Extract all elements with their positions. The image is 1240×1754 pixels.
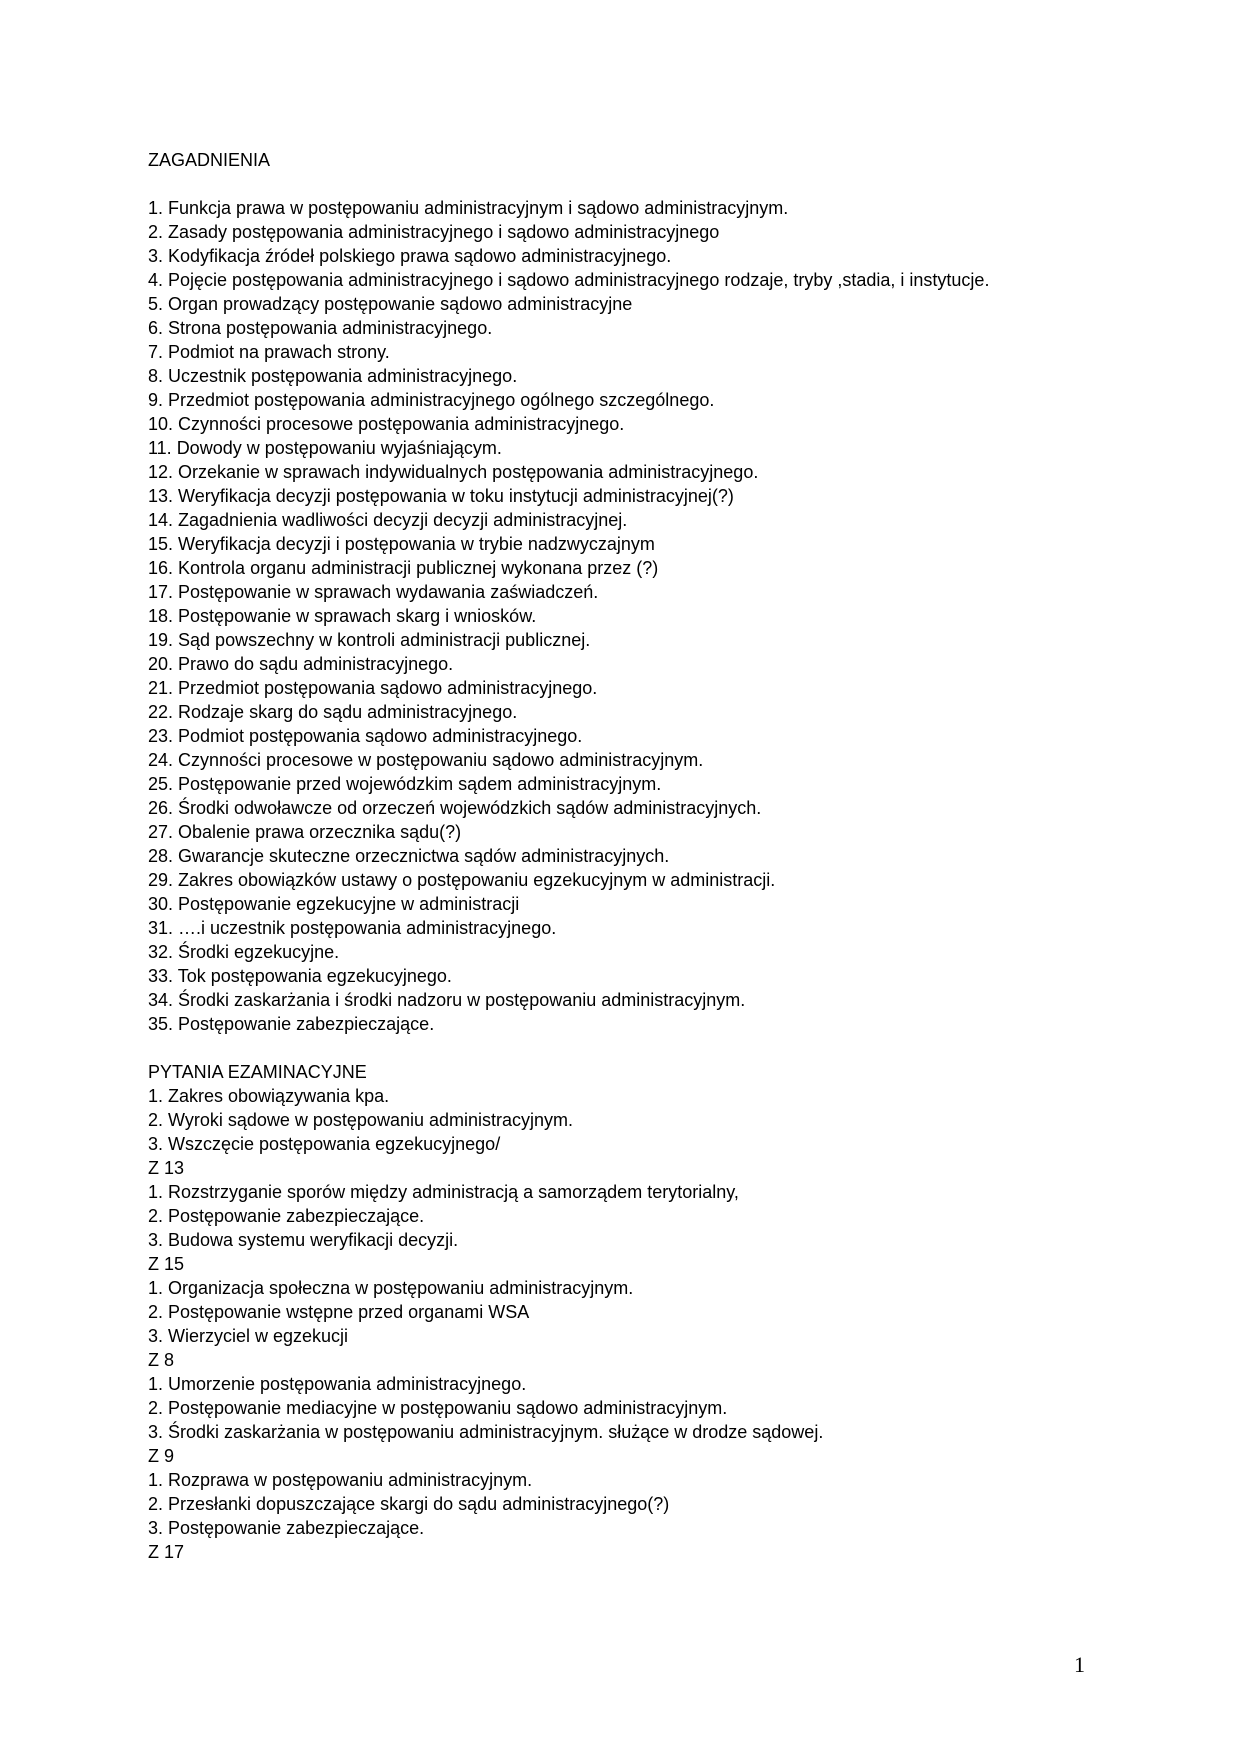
exam-group-label: Z 13 bbox=[148, 1158, 185, 1178]
spacer bbox=[148, 172, 1048, 196]
topic-item: 12. Orzekanie w sprawach indywidualnych postępowania administracyjnego. bbox=[148, 462, 759, 482]
topic-item: 13. Weryfikacja decyzji postępowania w toku instytucji administracyjnej(?) bbox=[148, 486, 734, 506]
topic-item: 9. Przedmiot postępowania administracyjnego ogólnego szczególnego. bbox=[148, 390, 715, 410]
exam-line: 1. Organizacja społeczna w postępowaniu administracyjnym. bbox=[148, 1278, 634, 1298]
exam-line: 1. Zakres obowiązywania kpa. bbox=[148, 1086, 390, 1106]
exam-line: 2. Przesłanki dopuszczające skargi do sądu administracyjnego(?) bbox=[148, 1494, 670, 1514]
topic-item: 30. Postępowanie egzekucyjne w administracji bbox=[148, 894, 520, 914]
topic-item: 16. Kontrola organu administracji publicznej wykonana przez (?) bbox=[148, 558, 659, 578]
topic-item: 26. Środki odwoławcze od orzeczeń wojewódzkich sądów administracyjnych. bbox=[148, 798, 762, 818]
exam-line: 3. Budowa systemu weryfikacji decyzji. bbox=[148, 1230, 459, 1250]
section-heading-pytania: PYTANIA EZAMINACYJNE bbox=[148, 1062, 367, 1082]
topic-item: 1. Funkcja prawa w postępowaniu administracyjnym i sądowo administracyjnym. bbox=[148, 198, 789, 218]
exam-questions-list bbox=[148, 1084, 1048, 1564]
exam-line: 3. Wierzyciel w egzekucji bbox=[148, 1326, 349, 1346]
exam-line: 2. Postępowanie wstępne przed organami WSA bbox=[148, 1302, 530, 1322]
topic-item: 14. Zagadnienia wadliwości decyzji decyzji administracyjnej. bbox=[148, 510, 628, 530]
topic-item: 3. Kodyfikacja źródeł polskiego prawa sądowo administracyjnego. bbox=[148, 246, 672, 266]
topic-item: 24. Czynności procesowe w postępowaniu sądowo administracyjnym. bbox=[148, 750, 704, 770]
topic-item: 29. Zakres obowiązków ustawy o postępowaniu egzekucyjnym w administracji. bbox=[148, 870, 776, 890]
topic-item: 31. ….i uczestnik postępowania administracyjnego. bbox=[148, 918, 557, 938]
exam-group-label: Z 15 bbox=[148, 1254, 185, 1274]
topic-item: 22. Rodzaje skarg do sądu administracyjnego. bbox=[148, 702, 518, 722]
exam-group-label: Z 9 bbox=[148, 1446, 175, 1466]
topic-item: 6. Strona postępowania administracyjnego. bbox=[148, 318, 493, 338]
section-heading-zagadnienia: ZAGADNIENIA bbox=[148, 150, 271, 170]
topic-item: 35. Postępowanie zabezpieczające. bbox=[148, 1014, 435, 1034]
exam-line: 3. Postępowanie zabezpieczające. bbox=[148, 1518, 425, 1538]
topic-item: 33. Tok postępowania egzekucyjnego. bbox=[148, 966, 452, 986]
exam-line: 2. Postępowanie mediacyjne w postępowaniu sądowo administracyjnym. bbox=[148, 1398, 728, 1418]
topic-item: 10. Czynności procesowe postępowania administracyjnego. bbox=[148, 414, 625, 434]
topic-item: 8. Uczestnik postępowania administracyjnego. bbox=[148, 366, 518, 386]
topic-item: 2. Zasady postępowania administracyjnego i sądowo administracyjnego bbox=[148, 222, 720, 242]
document-body bbox=[148, 148, 1048, 1564]
topic-item: 20. Prawo do sądu administracyjnego. bbox=[148, 654, 454, 674]
topic-item: 27. Obalenie prawa orzecznika sądu(?) bbox=[148, 822, 462, 842]
exam-line: 1. Umorzenie postępowania administracyjnego. bbox=[148, 1374, 527, 1394]
exam-line: 2. Postępowanie zabezpieczające. bbox=[148, 1206, 425, 1226]
exam-line: 3. Wszczęcie postępowania egzekucyjnego/ bbox=[148, 1134, 501, 1154]
topic-item: 34. Środki zaskarżania i środki nadzoru w postępowaniu administracyjnym. bbox=[148, 990, 746, 1010]
topic-item: 18. Postępowanie w sprawach skarg i wniosków. bbox=[148, 606, 537, 626]
exam-group-label: Z 8 bbox=[148, 1350, 175, 1370]
exam-line: 3. Środki zaskarżania w postępowaniu administracyjnym. służące w drodze sądowej. bbox=[148, 1422, 824, 1442]
topic-item: 17. Postępowanie w sprawach wydawania zaświadczeń. bbox=[148, 582, 599, 602]
topic-item: 19. Sąd powszechny w kontroli administracji publicznej. bbox=[148, 630, 591, 650]
topic-item: 28. Gwarancje skuteczne orzecznictwa sądów administracyjnych. bbox=[148, 846, 670, 866]
topic-item: 15. Weryfikacja decyzji i postępowania w trybie nadzwyczajnym bbox=[148, 534, 655, 554]
topic-item: 5. Organ prowadzący postępowanie sądowo administracyjne bbox=[148, 294, 633, 314]
topic-item: 21. Przedmiot postępowania sądowo administracyjnego. bbox=[148, 678, 598, 698]
exam-line: 1. Rozstrzyganie sporów między administracją a samorządem terytorialny, bbox=[148, 1182, 739, 1202]
exam-line: 1. Rozprawa w postępowaniu administracyjnym. bbox=[148, 1470, 533, 1490]
topic-item: 23. Podmiot postępowania sądowo administracyjnego. bbox=[148, 726, 583, 746]
topic-item: 11. Dowody w postępowaniu wyjaśniającym. bbox=[148, 438, 502, 458]
exam-line: 2. Wyroki sądowe w postępowaniu administracyjnym. bbox=[148, 1110, 574, 1130]
topic-item: 25. Postępowanie przed wojewódzkim sądem administracyjnym. bbox=[148, 774, 662, 794]
topic-item: 7. Podmiot na prawach strony. bbox=[148, 342, 390, 362]
page-number: 1 bbox=[1074, 1652, 1085, 1677]
topic-item: 32. Środki egzekucyjne. bbox=[148, 942, 340, 962]
spacer bbox=[148, 1036, 1048, 1060]
exam-group-label: Z 17 bbox=[148, 1542, 185, 1562]
topics-list bbox=[148, 196, 1048, 1036]
topic-item: 4. Pojęcie postępowania administracyjnego i sądowo administracyjnego rodzaje, tryby ,stadia, i instytucje. bbox=[148, 270, 990, 290]
